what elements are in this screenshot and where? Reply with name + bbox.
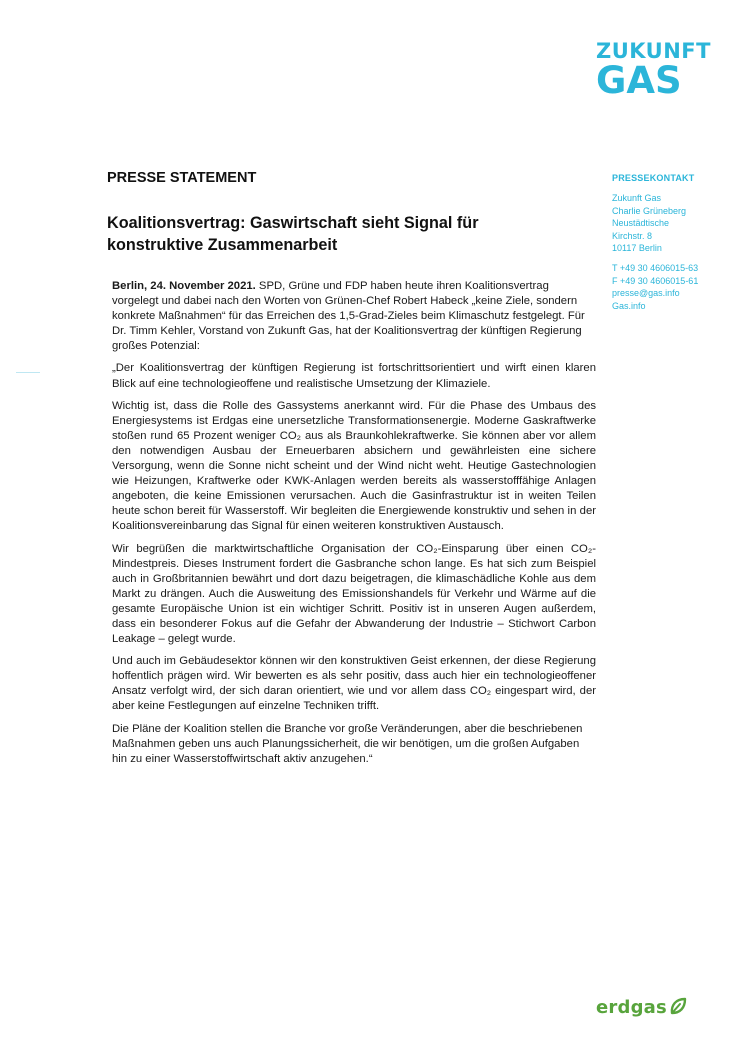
body-paragraph: „Der Koalitionsvertrag der künftigen Regierung ist fortschrittsorientiert und wirft einen klaren Blick auf eine technologieoffene und realistische Umsetzung der Klimaziele. bbox=[112, 362, 596, 390]
leaf-icon bbox=[668, 996, 688, 1021]
document-heading: PRESSE STATEMENT bbox=[107, 170, 257, 186]
contact-email-link[interactable]: presse@gas.info bbox=[612, 288, 680, 299]
contact-address-line: Kirchstr. 8 bbox=[612, 230, 653, 241]
erdgas-logo-text: erdgas bbox=[596, 997, 667, 1018]
contact-phone: T +49 30 4606015-63 bbox=[612, 263, 699, 274]
document-title: Koalitionsvertrag: Gaswirtschaft sieht Signal für konstruktive Zusammenarbeit bbox=[107, 214, 479, 254]
erdgas-logo bbox=[596, 996, 688, 1021]
body-paragraph: Wichtig ist, dass die Rolle des Gassystems anerkannt wird. Für die Phase des Umbaus des Energiesystems ist Erdgas eine unersetzliche Transformationsenergie. Moderne Gaskraftwerke stoßen rund 65 Prozent weniger CO₂ aus als Braunkohlekraftwerke. Sie können aber vor allem den notwendigen Ausbau der Erneuerbaren absichern und gewährleisten eine sichere Versorgung, wenn die Sonne nicht scheint und der Wind nicht weht. Heutige Gastechnologien wie Heizungen, Kraftwerke oder KWK-Anlagen werden bereits als wasserstofffähige Anlagen angeboten, die keine Emissionen verursachen. Auch die Gasinfrastruktur ist in weiten Teilen heute schon bereit für Wasserstoff. Wir begleiten die Energiewende konstruktiv und sehen in der Koalitionsvereinbarung das Signal für einen weiteren konstruktiven Austausch. bbox=[112, 399, 596, 533]
contact-address-line: Neustädtische bbox=[612, 218, 670, 229]
contact-address-line: 10117 Berlin bbox=[612, 243, 662, 254]
contact-fax: F +49 30 4606015-61 bbox=[612, 275, 699, 286]
logo-line-2: GAS bbox=[596, 59, 682, 102]
lead-text: SPD, Grüne und FDP haben heute ihren Koalitionsvertrag vorgelegt und dabei nach den Worten von Grünen-Chef Robert Habeck „keine Ziele, sondern konkrete Maßnahmen“ für das Erreichen des 1,5-Grad-Zieles beim Klimaschutz festgelegt. Für Dr. Timm Kehler, Vorstand von Zukunft Gas, hat der Koalitionsvertrag der künftigen Regierung großes Potenzial: bbox=[112, 280, 585, 353]
body-paragraph: Die Pläne der Koalition stellen die Branche vor große Veränderungen, aber die beschriebenen Maßnahmen geben uns auch Planungssicherheit, die wir benötigen, um die großen Aufgaben hin zu einer Wasserstoffwirtschaft aktiv anzugehen.“ bbox=[112, 722, 583, 765]
zukunft-gas-logo bbox=[596, 39, 711, 102]
contact-address-line: Charlie Grüneberg bbox=[612, 205, 687, 216]
body-paragraph: Wir begrüßen die marktwirtschaftliche Organisation der CO₂-Einsparung über einen CO₂-Mindestpreis. Dieses Instrument fordert die Gasbranche schon lange. Es hat sich zum Beispiel auch in Großbritannien bewährt und dort dazu beigetragen, die klimaschädliche Kohle aus dem Markt zu drängen. Auch die Ausweitung des Emissionshandels für Verkehr und Wärme auf die gesamte Europäische Union ist ein wichtiger Schritt. Positiv ist in unseren Augen außerdem, dass ein besonderer Fokus auf die Gefahr der Abwanderung der Industrie – Stichwort Carbon Leakage – gelegt wurde. bbox=[112, 542, 596, 646]
lead-paragraph bbox=[112, 279, 596, 354]
press-contact-title: PRESSEKONTAKT bbox=[612, 173, 695, 183]
contact-address-line: Zukunft Gas bbox=[612, 193, 662, 204]
body-paragraph: Und auch im Gebäudesektor können wir den konstruktiven Geist erkennen, der diese Regierung hoffentlich prägen wird. Wir bewerten es als sehr positiv, dass auch hier ein technologieoffener Ansatz verfolgt wird, der sich daran orientiert, wie und vor allem dass CO₂ eingespart wird, der aber keine Festlegungen auf einzelne Techniken trifft. bbox=[112, 655, 596, 713]
side-marker-line bbox=[16, 372, 40, 373]
contact-web-link[interactable]: Gas.info bbox=[612, 300, 646, 311]
dateline: Berlin, 24. November 2021. bbox=[112, 280, 256, 292]
press-body bbox=[112, 279, 596, 774]
press-contact bbox=[612, 172, 730, 312]
logo-line-1: ZUKUNFT bbox=[596, 39, 711, 63]
